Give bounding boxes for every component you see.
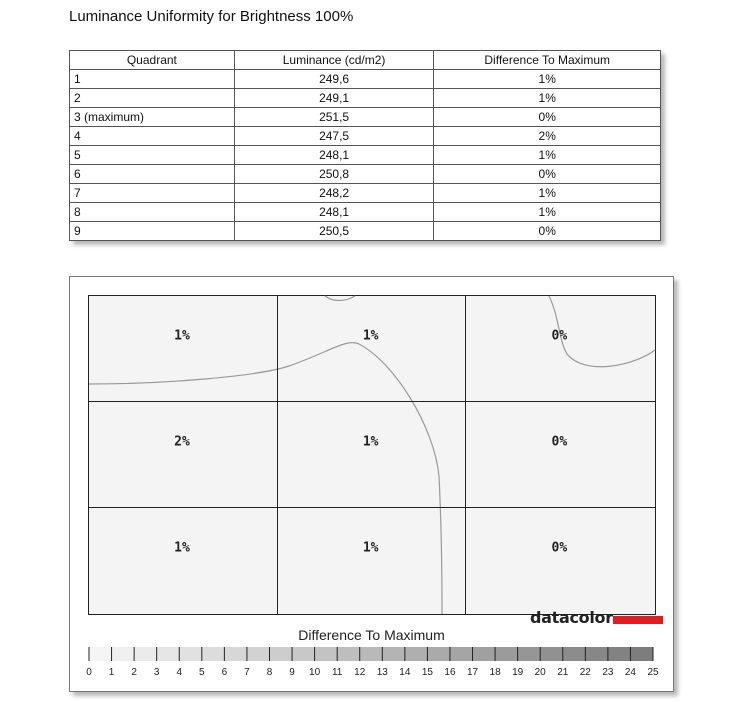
scale-band <box>292 647 315 661</box>
header-difference: Difference To Maximum <box>434 51 661 70</box>
scale-tick-label: 0 <box>86 667 92 678</box>
scale-band <box>585 647 608 661</box>
scale-band <box>337 647 360 661</box>
quadrant-value-7: 1% <box>174 540 190 556</box>
scale-band <box>540 647 563 661</box>
scale-band <box>134 647 157 661</box>
table-row <box>70 146 661 165</box>
scale-tick-label: 11 <box>331 667 343 678</box>
scale-band <box>360 647 383 661</box>
quadrant-cell-8 <box>278 508 467 614</box>
scale-band <box>427 647 450 661</box>
scale-tick-label: 8 <box>266 667 273 678</box>
scale-tick-label: 21 <box>557 667 569 678</box>
difference-scale <box>88 647 658 681</box>
header-luminance: Luminance (cd/m2) <box>234 51 434 70</box>
scale-tick-label: 17 <box>466 667 479 678</box>
scale-band <box>630 647 653 661</box>
table-row <box>70 89 661 108</box>
scale-band <box>563 647 586 661</box>
cell-luminance: 250,5 <box>234 222 434 241</box>
cell-luminance: 248,1 <box>234 203 434 222</box>
cell-quadrant: 5 <box>70 146 235 165</box>
scale-band <box>405 647 428 661</box>
quadrant-cell-5 <box>278 402 467 508</box>
table-row <box>70 108 661 127</box>
scale-band <box>269 647 292 661</box>
cell-difference: 2% <box>434 127 661 146</box>
cell-quadrant: 2 <box>70 89 235 108</box>
quadrant-cell-7 <box>89 508 278 614</box>
scale-tick-label: 4 <box>176 667 183 678</box>
cell-difference: 0% <box>434 222 661 241</box>
cell-luminance: 248,2 <box>234 184 434 203</box>
cell-difference: 1% <box>434 203 661 222</box>
scale-tick-label: 14 <box>399 667 411 678</box>
cell-quadrant: 7 <box>70 184 235 203</box>
quadrant-value-3: 0% <box>551 328 568 344</box>
cell-difference: 0% <box>434 165 661 184</box>
quadrant-value-5: 1% <box>362 434 379 450</box>
scale-band <box>157 647 180 661</box>
cell-difference: 1% <box>434 146 661 165</box>
quadrant-cell-9 <box>466 508 655 614</box>
scale-band <box>224 647 247 661</box>
quadrant-cell-1 <box>89 296 278 402</box>
scale-tick-label: 3 <box>153 667 160 678</box>
cell-quadrant: 6 <box>70 165 235 184</box>
quadrant-value-4: 2% <box>174 434 190 450</box>
scale-band <box>495 647 518 661</box>
quadrant-value-8: 1% <box>362 540 379 556</box>
cell-difference: 1% <box>434 89 661 108</box>
scale-band <box>450 647 473 661</box>
table-row <box>70 70 661 89</box>
scale-tick-label: 20 <box>534 667 546 678</box>
cell-difference: 1% <box>434 184 661 203</box>
cell-luminance: 247,5 <box>234 127 434 146</box>
scale-title: Difference To Maximum <box>298 627 445 643</box>
quadrant-cell-3 <box>466 296 655 402</box>
datacolor-logo: datacolor <box>530 608 613 627</box>
scale-band <box>518 647 541 661</box>
cell-quadrant: 4 <box>70 127 235 146</box>
cell-quadrant: 3 (maximum) <box>70 108 235 127</box>
cell-luminance: 251,5 <box>234 108 434 127</box>
scale-band <box>89 647 112 661</box>
quadrant-value-6: 0% <box>551 434 568 450</box>
cell-difference: 0% <box>434 108 661 127</box>
scale-tick-label: 24 <box>624 667 637 678</box>
scale-tick-label: 5 <box>199 667 205 678</box>
scale-tick-label: 2 <box>131 667 137 678</box>
scale-tick-label: 6 <box>221 667 228 678</box>
table-row <box>70 165 661 184</box>
scale-tick-label: 25 <box>647 667 659 678</box>
table-row <box>70 184 661 203</box>
table-row <box>70 203 661 222</box>
cell-quadrant: 1 <box>70 70 235 89</box>
uniformity-table <box>69 50 661 241</box>
cell-difference: 1% <box>434 70 661 89</box>
scale-tick-label: 7 <box>244 667 250 678</box>
scale-band <box>382 647 405 661</box>
quadrant-cell-6 <box>466 402 655 508</box>
scale-tick-label: 16 <box>444 667 456 678</box>
scale-band <box>179 647 202 661</box>
header-quadrant: Quadrant <box>70 51 235 70</box>
scale-tick-label: 9 <box>289 667 295 678</box>
scale-tick-label: 12 <box>354 667 366 678</box>
scale-band <box>473 647 496 661</box>
quadrant-cell-4 <box>89 402 278 508</box>
scale-tick-label: 15 <box>421 667 433 678</box>
cell-luminance: 250,8 <box>234 165 434 184</box>
quadrant-value-1: 1% <box>174 328 190 344</box>
table-row <box>70 127 661 146</box>
scale-band <box>112 647 135 661</box>
cell-luminance: 249,1 <box>234 89 434 108</box>
scale-tick-label: 1 <box>108 667 115 678</box>
scale-tick-label: 10 <box>309 667 321 678</box>
uniformity-map-panel <box>69 276 674 692</box>
scale-tick-label: 18 <box>489 667 501 678</box>
scale-tick-label: 22 <box>579 667 591 678</box>
cell-quadrant: 8 <box>70 203 235 222</box>
scale-tick-label: 13 <box>376 667 388 678</box>
quadrant-grid <box>88 295 656 627</box>
table-header-row <box>70 51 661 70</box>
scale-tick-label: 19 <box>512 667 524 678</box>
cell-quadrant: 9 <box>70 222 235 241</box>
scale-band <box>608 647 631 661</box>
quadrant-value-2: 1% <box>362 328 379 344</box>
page-title: Luminance Uniformity for Brightness 100% <box>69 8 354 25</box>
datacolor-logo-bar <box>613 616 663 624</box>
scale-band <box>247 647 270 661</box>
scale-band <box>315 647 338 661</box>
scale-tick-label: 23 <box>602 667 614 678</box>
quadrant-value-9: 0% <box>551 540 568 556</box>
quadrant-cell-2 <box>278 296 467 402</box>
scale-band <box>202 647 225 661</box>
cell-luminance: 248,1 <box>234 146 434 165</box>
table-row <box>70 222 661 241</box>
cell-luminance: 249,6 <box>234 70 434 89</box>
